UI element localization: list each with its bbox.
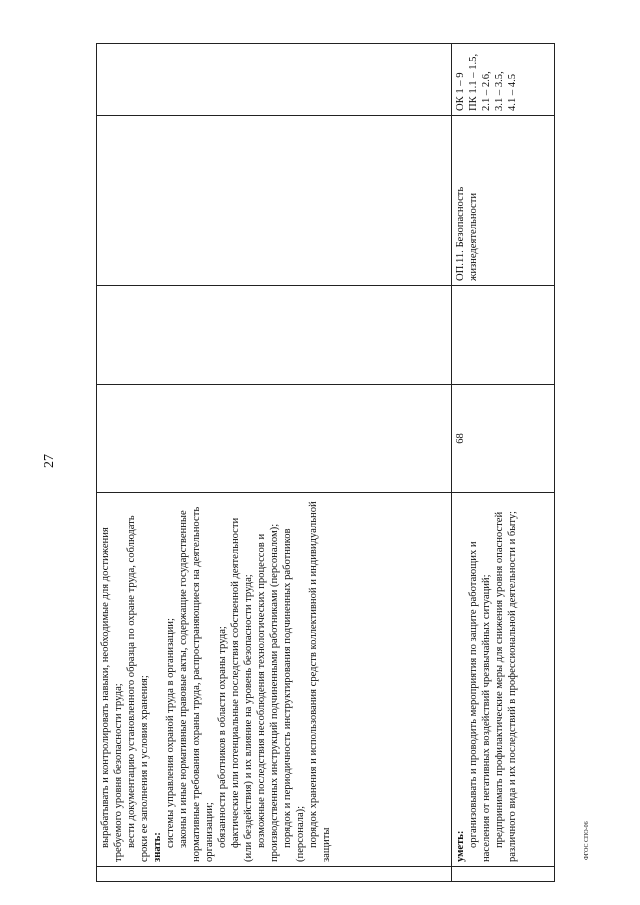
table-cell-empty <box>97 867 452 882</box>
table-cell-empty <box>97 286 452 385</box>
knowledge-line: вырабатывать и контролировать навыки, необходимые для достижения требуемого уровня безопасности труда; <box>100 527 124 862</box>
discipline-name: ОП.11. Безопасность жизнедеятельности <box>455 186 479 281</box>
know-line: порядок и периодичность инструктирования подчиненных работников (персонала); <box>282 528 306 862</box>
competency-line: 3.1 – 3.5, <box>494 71 505 111</box>
know-line: порядок хранения и использования средств коллективной и индивидуальной защиты <box>308 501 332 862</box>
table-cell-discipline <box>452 116 554 286</box>
skill-line: организовывать и проводить мероприятия по защите работающих и населения от негативных воздействий чрезвычайных ситуаций; <box>468 541 492 862</box>
table-cell-empty <box>452 286 554 385</box>
competency-line: 4.1 – 4.5 <box>507 73 518 111</box>
page-number: 27 <box>42 454 57 468</box>
curriculum-table <box>96 43 553 882</box>
table-cell-content <box>97 493 452 867</box>
table-cell-hours <box>452 385 554 493</box>
table-row <box>451 43 555 882</box>
table-cell-empty <box>452 867 554 882</box>
hours-value: 68 <box>455 433 466 444</box>
table-cell-empty <box>97 116 452 286</box>
know-line: фактические или потенциальные последствия собственной деятельности (или бездействия) и их влияние на уровень безопасности труда; <box>230 517 254 862</box>
know-line: обязанности работников в области охраны труда; <box>217 626 228 848</box>
table-cell-content <box>452 493 554 867</box>
table-cell-empty <box>97 43 452 116</box>
table-cell-empty <box>97 385 452 493</box>
know-line: возможные последствия несоблюдения технологических процессов и производственных инструкций подчиненными работниками (персоналом); <box>256 523 280 862</box>
skill-label: уметь: <box>455 830 466 862</box>
know-label: знать: <box>152 832 163 862</box>
know-line: системы управления охраной труда в организации; <box>165 618 176 848</box>
skill-line: предпринимать профилактические меры для снижения уровня опасностей различного вида и их последствий в профессиональной деятельности и быту; <box>494 511 518 862</box>
table-cell-competencies <box>452 43 554 116</box>
competency-line: ОК 1 – 9 <box>455 72 466 111</box>
table-row <box>96 43 452 882</box>
competency-line: 2.1 – 2.6, <box>481 71 492 111</box>
know-line: законы и иные нормативные правовые акты, содержащие государственные нормативные требования охраны труда, распространяющиеся на деятельность организации; <box>178 506 215 862</box>
footer-code: ФГОС СПО-06 <box>584 821 590 860</box>
knowledge-line: вести документацию установленного образца по охране труда, соблюдать сроки ее заполнения и условия хранения; <box>126 515 150 862</box>
competency-line: ПК 1.1 – 1.5, <box>468 53 479 111</box>
